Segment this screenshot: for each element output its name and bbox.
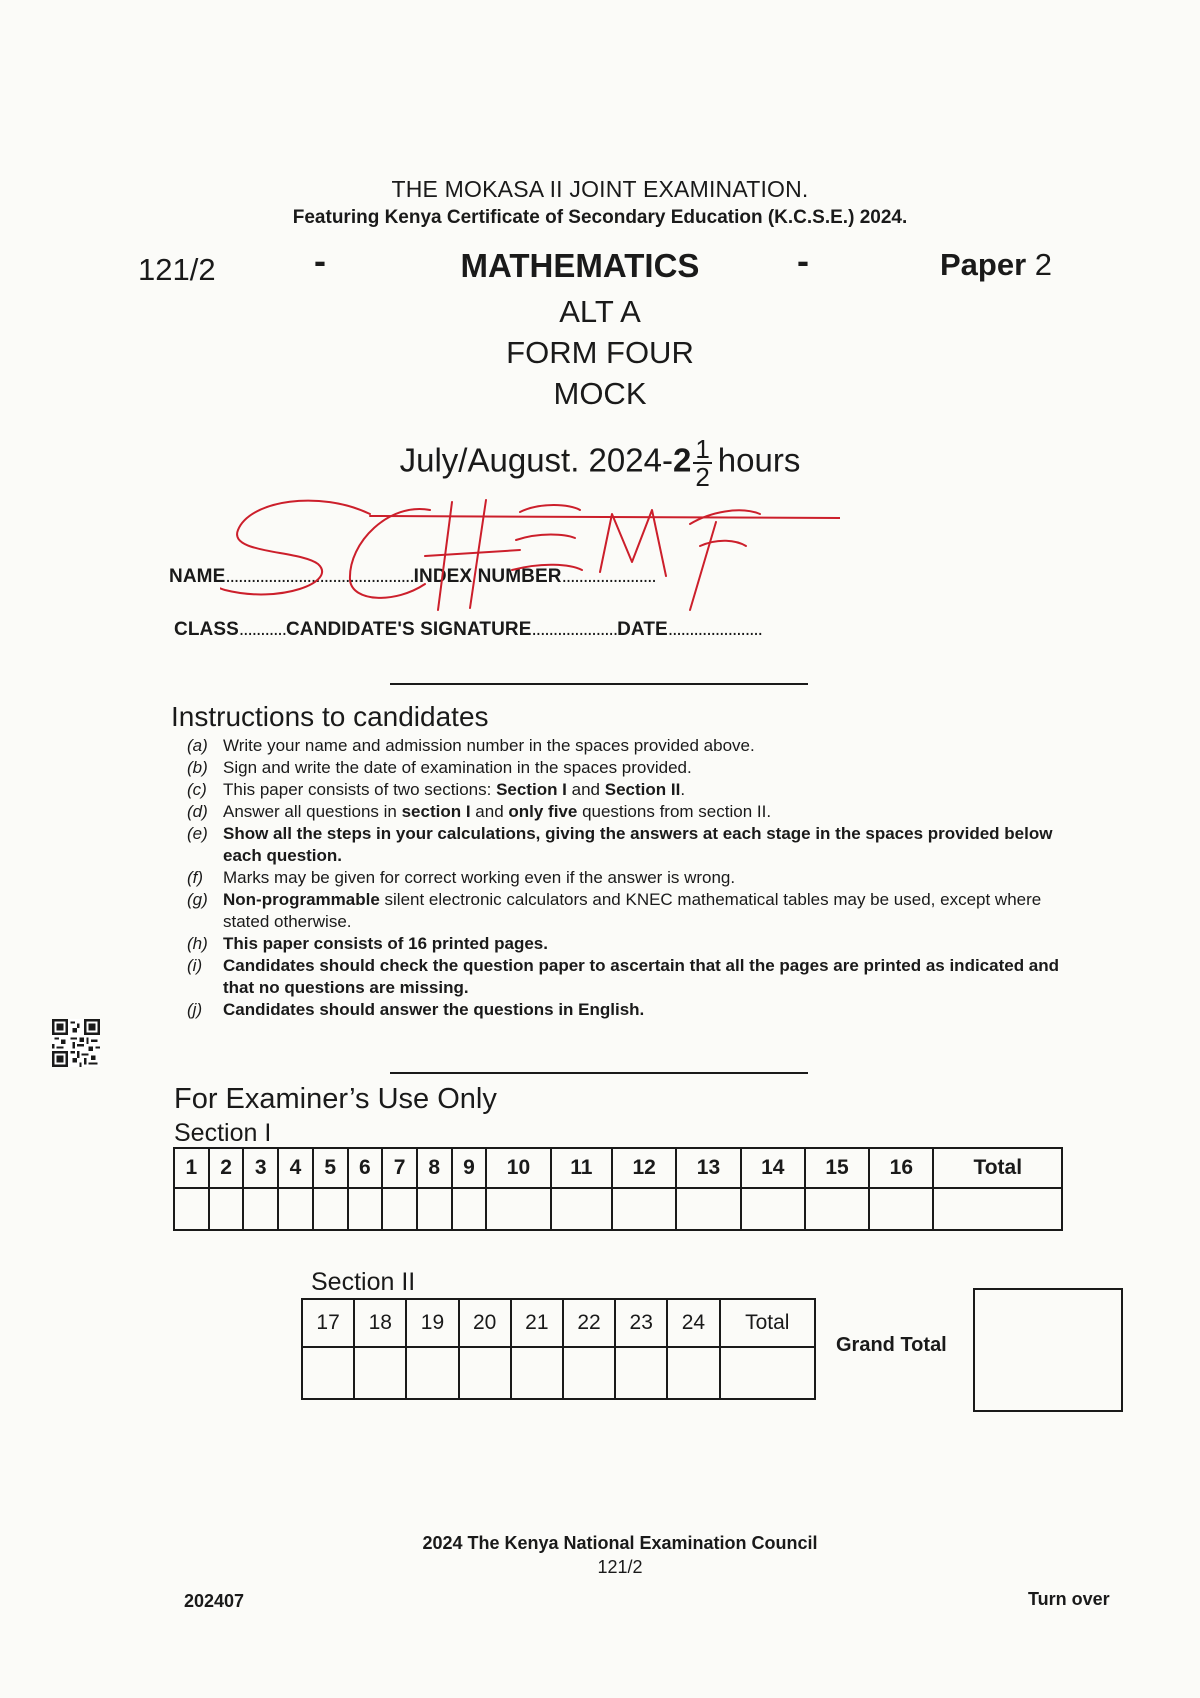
- fraction-numerator: 1: [695, 434, 710, 464]
- section1-header-11: 11: [551, 1148, 612, 1188]
- exam-title: THE MOKASA II JOINT EXAMINATION.: [391, 176, 809, 202]
- section-1-label: Section I: [174, 1119, 272, 1147]
- footer-council: 2024 The Kenya National Examination Council: [422, 1533, 818, 1553]
- section1-header-4: 4: [278, 1148, 313, 1188]
- class-signature-date-line: [174, 619, 762, 641]
- duration-whole: 2: [672, 441, 692, 479]
- duration-prefix: July/August. 2024-: [399, 441, 673, 479]
- instruction-text: Answer all questions in section I and only five questions from section II.: [223, 802, 772, 821]
- section1-score-cell-4[interactable]: [278, 1188, 313, 1230]
- instruction-text: Marks may be given for correct working even if the answer is wrong.: [223, 868, 736, 887]
- duration-fraction: [693, 436, 711, 490]
- instruction-item: [187, 955, 1067, 999]
- instruction-text: Write your name and admission number in the spaces provided above.: [223, 736, 755, 755]
- instruction-text: This paper consists of 16 printed pages.: [223, 934, 548, 953]
- divider: [390, 1072, 808, 1074]
- section1-header-3: 3: [243, 1148, 278, 1188]
- section1-score-cell-15[interactable]: [805, 1188, 869, 1230]
- section2-score-cell-21[interactable]: [511, 1347, 563, 1399]
- grand-total-box[interactable]: [973, 1288, 1123, 1412]
- section1-score-cell-1[interactable]: [174, 1188, 209, 1230]
- section2-score-cell-23[interactable]: [615, 1347, 667, 1399]
- instruction-letter: (i): [187, 956, 203, 975]
- divider: [390, 683, 808, 685]
- section1-header-8: 8: [417, 1148, 452, 1188]
- section1-score-cell-13[interactable]: [676, 1188, 740, 1230]
- section-2-label: Section II: [311, 1268, 416, 1296]
- section2-score-cell-19[interactable]: [406, 1347, 458, 1399]
- candidate-signature-field[interactable]: ....................: [531, 619, 618, 640]
- section1-score-cell-12[interactable]: [612, 1188, 676, 1230]
- instruction-item: [187, 757, 1067, 779]
- date-field[interactable]: ......................: [667, 619, 762, 640]
- paper-code: 121/2: [138, 252, 216, 287]
- instruction-text: This paper consists of two sections: Section I and Section II.: [223, 780, 686, 799]
- section1-header-14: 14: [741, 1148, 805, 1188]
- section1-header-10: 10: [486, 1148, 550, 1188]
- paper-number: [940, 247, 1052, 283]
- instruction-item: [187, 999, 1067, 1021]
- section1-score-cell-7[interactable]: [382, 1188, 417, 1230]
- section2-score-cell-22[interactable]: [563, 1347, 615, 1399]
- instruction-letter: (j): [187, 1000, 203, 1019]
- date-label: DATE: [617, 619, 668, 640]
- section1-score-cell-9[interactable]: [452, 1188, 487, 1230]
- candidate-signature-label: CANDIDATE'S SIGNATURE: [285, 619, 532, 640]
- mock-label: MOCK: [553, 376, 647, 411]
- section1-header-6: 6: [348, 1148, 383, 1188]
- section1-score-cell-6[interactable]: [348, 1188, 383, 1230]
- separator-dash: -: [797, 240, 809, 281]
- section2-score-cell-18[interactable]: [354, 1347, 406, 1399]
- class-field[interactable]: ...........: [238, 619, 286, 640]
- class-label: CLASS: [174, 619, 239, 640]
- section2-header-total: Total: [720, 1299, 816, 1347]
- section2-header-17: 17: [302, 1299, 354, 1347]
- section1-score-cell-3[interactable]: [243, 1188, 278, 1230]
- turn-over-label: Turn over: [1028, 1589, 1110, 1609]
- handwritten-scheme-signature: [220, 492, 840, 612]
- exam-subtitle: Featuring Kenya Certificate of Secondary Education (K.C.S.E.) 2024.: [292, 207, 908, 228]
- instruction-letter: (f): [187, 868, 204, 887]
- section1-header-15: 15: [805, 1148, 869, 1188]
- instruction-item: [187, 735, 1067, 757]
- instruction-item: [187, 889, 1067, 933]
- section1-score-cell-total[interactable]: [933, 1188, 1062, 1230]
- instruction-text: Candidates should check the question paper to ascertain that all the pages are printed as indicated and that no questions are missing.: [223, 956, 1060, 997]
- section1-header-2: 2: [209, 1148, 244, 1188]
- instruction-text: Candidates should answer the questions in English.: [223, 1000, 645, 1019]
- name-field[interactable]: ............................................: [225, 566, 414, 587]
- section-2-score-table: [301, 1298, 816, 1400]
- instruction-text: Show all the steps in your calculations, giving the answers at each stage in the spaces provided below each question.: [223, 824, 1053, 865]
- footer-date-code: 202407: [184, 1591, 245, 1611]
- instruction-text: Sign and write the date of examination in the spaces provided.: [223, 758, 692, 777]
- section1-header-9: 9: [452, 1148, 487, 1188]
- grand-total-label: Grand Total: [836, 1334, 947, 1356]
- instruction-letter: (h): [187, 934, 208, 953]
- section2-header-19: 19: [406, 1299, 458, 1347]
- section1-score-cell-5[interactable]: [313, 1188, 348, 1230]
- examiner-heading: For Examiner’s Use Only: [174, 1083, 497, 1115]
- section2-score-cell-17[interactable]: [302, 1347, 354, 1399]
- section-1-score-table: [173, 1147, 1063, 1231]
- section1-header-1: 1: [174, 1148, 209, 1188]
- form-label: FORM FOUR: [506, 335, 694, 370]
- section2-score-cell-24[interactable]: [667, 1347, 719, 1399]
- instruction-item: [187, 779, 1067, 801]
- alt-label: ALT A: [559, 294, 641, 329]
- section1-header-7: 7: [382, 1148, 417, 1188]
- index-field[interactable]: ......................: [561, 566, 656, 587]
- section2-header-22: 22: [563, 1299, 615, 1347]
- instructions-heading: Instructions to candidates: [171, 701, 489, 732]
- index-label: INDEX NUMBER: [413, 566, 562, 587]
- instructions-list: [187, 735, 1067, 1021]
- section2-score-cell-20[interactable]: [459, 1347, 511, 1399]
- section1-header-16: 16: [869, 1148, 933, 1188]
- section1-header-12: 12: [612, 1148, 676, 1188]
- name-label: NAME: [169, 566, 226, 587]
- instruction-item: [187, 801, 1067, 823]
- qr-code-icon: [52, 1019, 100, 1067]
- section1-header-total: Total: [933, 1148, 1062, 1188]
- instruction-item: [187, 933, 1067, 955]
- instruction-letter: (e): [187, 824, 208, 843]
- instruction-text: Non-programmable silent electronic calculators and KNEC mathematical tables may be used, except where stated otherwise.: [223, 890, 1042, 931]
- section2-header-21: 21: [511, 1299, 563, 1347]
- instruction-letter: (d): [187, 802, 208, 821]
- footer-paper-code: 121/2: [597, 1557, 643, 1577]
- section1-header-5: 5: [313, 1148, 348, 1188]
- instruction-letter: (g): [187, 890, 208, 909]
- fraction-denominator: 2: [695, 462, 710, 492]
- section2-header-24: 24: [667, 1299, 719, 1347]
- section2-header-18: 18: [354, 1299, 406, 1347]
- subject-title: MATHEMATICS: [460, 247, 700, 284]
- section2-score-cell-total[interactable]: [720, 1347, 816, 1399]
- instruction-letter: (b): [187, 758, 208, 777]
- instruction-item: [187, 823, 1067, 867]
- section2-header-23: 23: [615, 1299, 667, 1347]
- section1-score-cell-10[interactable]: [486, 1188, 550, 1230]
- duration-suffix: hours: [717, 441, 801, 479]
- separator-dash: -: [314, 240, 326, 281]
- instruction-item: [187, 867, 1067, 889]
- instruction-letter: (a): [187, 736, 208, 755]
- exam-duration: [0, 436, 1200, 490]
- section1-header-13: 13: [676, 1148, 740, 1188]
- instruction-letter: (c): [187, 780, 207, 799]
- section1-score-cell-14[interactable]: [741, 1188, 805, 1230]
- paper-number-value: 2: [1034, 247, 1053, 282]
- section1-score-cell-16[interactable]: [869, 1188, 933, 1230]
- paper-word: Paper: [940, 247, 1027, 282]
- section1-score-cell-2[interactable]: [209, 1188, 244, 1230]
- section2-header-20: 20: [459, 1299, 511, 1347]
- section1-score-cell-8[interactable]: [417, 1188, 452, 1230]
- section1-score-cell-11[interactable]: [551, 1188, 612, 1230]
